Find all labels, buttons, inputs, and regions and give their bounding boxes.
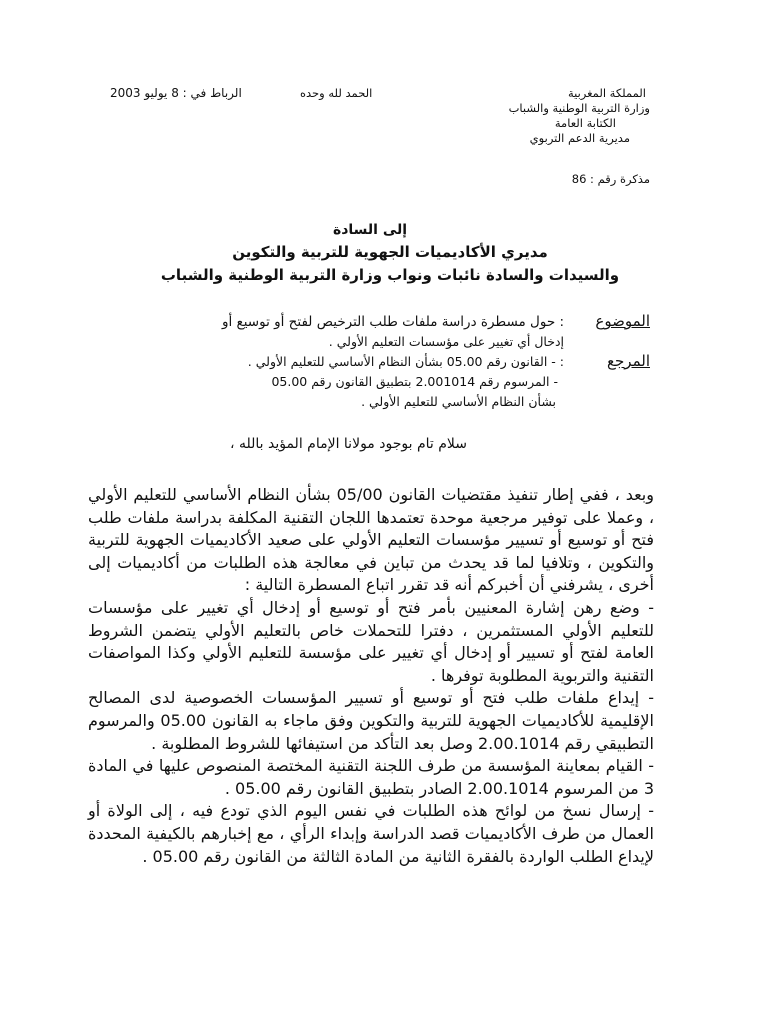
body-item-2: - إيداع ملفات طلب فتح أو توسيع أو تسيير المؤسسات الخصوصية لدى المصالح الإقليمية للأكاديميات الجهوية للتربية والتكوين وفق ماجاء به القانون 05.00 والمرسوم التطبيقي رقم 2.00.1014 وصل بعد التأكد من استيفائها للشروط المطلوبة . [88, 688, 654, 753]
memo-number: مذكرة رقم : 86 [571, 172, 650, 186]
reference-label: المرجع [607, 352, 650, 370]
praise-line: الحمد لله وحده [300, 86, 373, 100]
addressee-line-1: إلى السادة [332, 222, 408, 238]
greeting: سلام تام بوجود مولانا الإمام المؤيد بالله ، [230, 436, 467, 452]
letterhead [509, 86, 650, 146]
reference-text-2: - المرسوم رقم 2.001014 بتطبيق القانون رقم 05.00 [271, 374, 558, 389]
directorate-name: مديرية الدعم التربوي [529, 131, 630, 145]
letter-body [88, 484, 654, 868]
body-item-1: - وضع رهن إشارة المعنيين بأمر فتح أو توسيع أو إدخال أي تغيير على مؤسسات للتعليم الأولي المستثمرين ، دفترا للتحملات خاص بالتعليم الأولي يتضمن الشروط العامة لفتح أو تسيير أو إدخال أي تغيير على مؤسسة للتعليم الأولي وكذا المواصفات التقنية والتربوية المطلوبة توفرها . [88, 597, 654, 685]
subject-text-2: إدخال أي تغيير على مؤسسات التعليم الأولي . [328, 334, 564, 349]
secretariat-name: الكتابة العامة [554, 116, 616, 130]
body-intro: وبعد ، ففي إطار تنفيذ مقتضيات القانون 05/00 بشأن النظام الأساسي للتعليم الأولي ، وعملا على توفير مرجعية موحدة تعتمدها اللجان التقنية المكلفة بدراسة ملفات طلب فتح أو توسيع أو تسيير مؤسسات التعليم الأولي على صعيد الأكاديميات الجهوية للتربية والتكوين ، وتلافيا لما قد يحدث من تباين في معالجة هذه الطلبات من أكاديميات إلى أخرى ، يشرفني أن أخبركم أنه قد تقرر اتباع المسطرة التالية : [88, 485, 654, 595]
body-item-4: - إرسال نسخ من لوائح هذه الطلبات في نفس اليوم الذي تودع فيه ، إلى الولاة أو العمال من طرف الأكاديميات قصد الدراسة وإبداء الرأي ، مع إخبارهم بالكيفية المحددة لإيداع الطلب الواردة بالفقرة الثانية من المادة الثالثة من القانون رقم 05.00 . [88, 801, 654, 866]
ministry-name: وزارة التربية الوطنية والشباب [508, 101, 650, 115]
subject-label: الموضوع [595, 312, 650, 330]
kingdom-name: المملكة المغربية [567, 86, 646, 100]
reference-text-3: بشأن النظام الأساسي للتعليم الأولي . [361, 394, 556, 409]
subject-text-1: : حول مسطرة دراسة ملفات طلب الترخيص لفتح أو توسيع أو [221, 314, 564, 330]
addressee-line-2: مديري الأكاديميات الجهوية للتربية والتكوين [232, 243, 548, 261]
addressee-line-3: والسيدات والسادة نائبات ونواب وزارة التربية الوطنية والشباب [160, 266, 620, 284]
reference-text-1: : - القانون رقم 05.00 بشأن النظام الأساسي للتعليم الأولي . [247, 354, 564, 369]
body-item-3: - القيام بمعاينة المؤسسة من طرف اللجنة التقنية المختصة المنصوص عليها في المادة 3 من المرسوم 2.00.1014 الصادر بتطبيق القانون رقم 05.00 . [88, 756, 654, 798]
place-date: الرباط في : 8 يوليو 2003 [110, 86, 242, 100]
